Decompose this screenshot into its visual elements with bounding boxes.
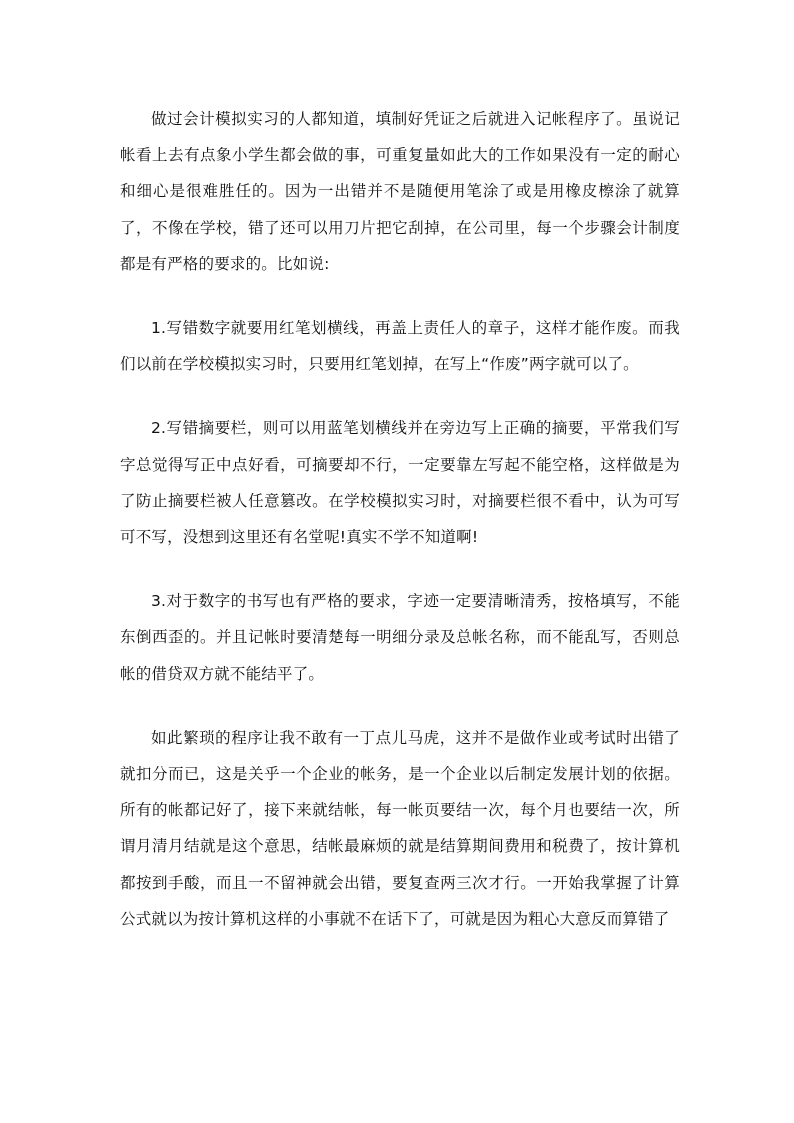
paragraph-item-3: 3.对于数字的书写也有严格的要求，字迹一定要清晰清秀，按格填写，不能东倒西歪的。并且记帐时要清楚每一明细分录及总帐名称，而不能乱写，否则总帐的借贷双方就不能结平了。 — [120, 592, 680, 683]
paragraph-closing: 如此繁琐的程序让我不敢有一丁点儿马虎，这并不是做作业或考试时出错了就扣分而已，这是关乎一个企业的帐务，是一个企业以后制定发展计划的依据。所有的帐都记好了，接下来就结帐，每一帐页要结一次，每个月也要结一次，所谓月清月结就是这个意思，结帐最麻烦的就是结算期间费用和税费了，按计算机都按到手酸，而且一不留神就会出错，要复查两三次才行。一开始我掌握了计算公式就以为按计算机这样的小事就不在话下了，可就是因为粗心大意反而算错了 — [120, 728, 680, 928]
document-body — [120, 101, 680, 937]
paragraph-intro: 做过会计模拟实习的人都知道，填制好凭证之后就进入记帐程序了。虽说记帐看上去有点象小学生都会做的事，可重复量如此大的工作如果没有一定的耐心和细心是很难胜任的。因为一出错并不是随便用笔涂了或是用橡皮檫涂了就算了，不像在学校，错了还可以用刀片把它刮掉，在公司里，每一个步骤会计制度都是有严格的要求的。比如说: — [120, 110, 680, 273]
paragraph-item-1: 1.写错数字就要用红笔划横线，再盖上责任人的章子，这样才能作废。而我们以前在学校模拟实习时，只要用红笔划掉，在写上“作废”两字就可以了。 — [120, 319, 680, 374]
paragraph-item-2: 2.写错摘要栏，则可以用蓝笔划横线并在旁边写上正确的摘要，平常我们写字总觉得写正中点好看，可摘要却不行，一定要靠左写起不能空格，这样做是为了防止摘要栏被人任意篡改。在学校模拟实习时，对摘要栏很不看中，认为可写可不写，没想到这里还有名堂呢!真实不学不知道啊! — [120, 419, 680, 547]
